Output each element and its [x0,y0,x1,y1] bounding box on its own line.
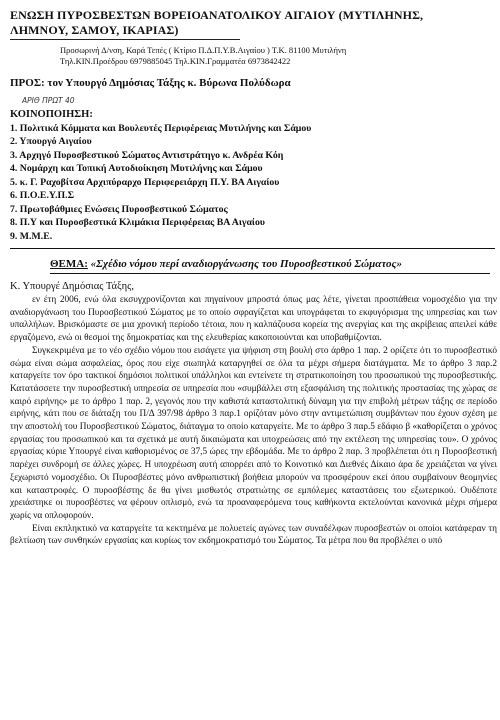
body-paragraph-1: εν έτη 2006, ενώ όλα εκσυγχρονίζονται και πηγαίνουν μπροστά όπως μας λέτε, γίνεται προσπάθεια νομοσχέδιο για την αναδιοργάνωση του Πυροσβεστικού Σώματος με το οποίο σφραγίζεται και υπογράφεται το εκφυγόρισμα της υπηρεσίας και των υπαλλήλων. Βρισκόμαστε σε μια χρονική περίοδο τέτοια, που η καλπάζουσα κορεία της ανεργίας και της ακρίβειας απειλεί κάθε εργαζόμενο, ενώ οι θεσμοί της δημοκρατίας και της ελευθερίας κακοποιούνται και υποβαθμίζονται. [10,295,497,344]
letter-body [10,280,497,548]
subject-text: «Σχέδιο νόμου περί αναδιοργάνωσης του Πυροσβεστικού Σώματος» [90,258,402,270]
cc-heading: ΚΟΙΝΟΠΟΙΗΣΗ: [10,109,93,120]
body-paragraph-3: Είναι εκπληκτικό να καταργείτε τα κεκτημένα με πολυετείς αγώνες των συναδέλφων πυροσβεστών οι οποίοι κατάφεραν τη βελτίωση των συνθηκών εργασίας και κυρίως τον εκδημοκρατισμό του Σώματος. Τα μέτρα που θα προβλέπει ο υπό [10,523,497,547]
cc-item: 9. Μ.Μ.Ε. [10,230,53,242]
cc-item: 4. Νομάρχη και Τοπική Αυτοδιοίκηση Μυτιλήνης και Σάμου [10,163,263,174]
cc-list [10,108,495,243]
cc-item: 3. Αρχηγό Πυροσβεστικού Σώματος Αντιστράτηγο κ. Ανδρέα Κόη [10,149,284,161]
address-line: Προσωρινή Δ/νση, Καρά Τεπές ( Κτίριο Π.Δ.Π.Υ.Β.Αιγαίου ) Τ.Κ. 81100 Μυτιλήνη [60,45,347,55]
section-divider [10,248,495,249]
title-underline [10,39,240,40]
subject-line [50,258,402,270]
cc-item: 2. Υπουργό Αιγαίου [10,136,92,147]
organization-title-line-1: ΕΝΩΣΗ ΠΥΡΟΣΒΕΣΤΩΝ ΒΟΡΕΙΟΑΝΑΤΟΛΙΚΟΥ ΑΙΓΑΙΟΥ (ΜΥΤΙΛΗΝΗΣ, [10,8,424,22]
body-paragraph-2: Συγκεκριμένα με το νέο σχέδιο νόμου που εισάγετε για ψήφιση στη βουλή στο άρθρο 1 παρ. 2 ορίζετε ότι το πυροσβεστικό σώμα είναι σώμα ασφαλείας, όρος που είχε σιωπηλά καταργηθεί σε όλα τα μέχρι σήμερα διατάγματα. Με το άρθρο 3 παρ.2 καταργείτε τον όρο τακτικοί δημόσιοι πολιτικοί υπάλληλοι και εντείνετε τη στρατικοποίηση του προσωπικού της πυροσβεστικής. Κατατάσσετε την πυροσβεστική υπηρεσία σε υπηρεσία που «συμβάλλει στη εξασφάλιση της πολιτικής προστασίας της χώρας σε καιρό ειρήνης» με το άρθρο 1 παρ. 2, γεγονός που την καθιστά καταστολιτική δύναμη για την επιβολή μέτρων τάξης σε περίοδο ειρήνης, κάτι που σε διάταξη του Π/Δ 397/98 άρθρο 3 παρ.1 ορίζόταν μόνο στην αντιμετώπιση συμβάντων που έχουν σχέση με την αποστολή του Πυροσβεστικού Σώματος, διάταγμα το οποίο καταργείτε. Με το άρθρο 3 παρ.5 εδάφιο β «καθορίζεται ο χρόνος εργασίας του προσωπικού και τα σχετικά με αυτή δικαιώματα και υποχρεώσεις από την εκτέλεση της υπηρεσίας του». Ο χρόνος εργασίας κύριε Υπουργέ είναι καθορισμένος σε 37,5 ώρες την εβδομάδα. Με το άρθρο 2 παρ. 3 προβλέπεται ότι η Πυροσβεστική παρέχει συνδρομή σε άλλες χώρες. Η υποχρέωση αυτή απορρέει από το Κοινοτικό και Διεθνές Δίκαιο άρα δε χρειάζεται να γίνει ξεχωριστό νομοσχέδιο. Οι Πυροσβέστες μόνο ανθρωπιστική βοήθεια μπορούν να προσφέρουν εκεί όπου συμβαίνουν θεομηνίες και καταστροφές. Ο πυροσβέστης δε θα γίνει μισθωτός στρατιώτης σε εμπόλεμες καταστάσεις του εξωτερικού. Ουδέποτε χρειάστηκε οι πυροσβέστες να φέρουν οπλισμό, ενώ τα προαναφερόμενα τους καθήκοντα εκτελούνται κανονικά μέχρι σήμερα χωρίς να οπλοφορούν. [10,345,497,521]
cc-item: 8. Π.Υ και Πυροσβεστικά Κλιμάκια Περιφέρειας ΒΑ Αιγαίου [10,217,265,228]
subject-label: ΘΕΜΑ: [50,258,88,270]
phone-line: Τηλ.ΚΙΝ.Προέδρου 6979885045 Τηλ.ΚΙΝ.Γραμματέα 6973842422 [60,56,291,66]
cc-item: 1. Πολιτικά Κόμματα και Βουλευτές Περιφέρειας Μυτιλήνης και Σάμου [10,122,312,134]
handwritten-reference-number: ΑΡΙΘ ΠΡΩΤ 40 [22,96,75,105]
cc-item: 5. κ. Γ. Ραχοβίτσα Αρχιπύραρχο Περιφερειάρχη Π.Υ. ΒΑ Αιγαίου [10,176,280,188]
organization-title [10,8,498,38]
recipient-line: ΠΡΟΣ: τον Υπουργό Δημόσιας Τάξης κ. Βύρωνα Πολύδωρα [10,77,291,89]
organization-title-line-2: ΛΗΜΝΟΥ, ΣΑΜΟΥ, ΙΚΑΡΙΑΣ) [10,23,179,37]
greeting: Κ. Υπουργέ Δημόσιας Τάξης, [10,281,134,292]
contact-block [60,45,490,67]
subject-underline [50,273,490,274]
cc-item: 6. Π.Ο.Ε.Υ.Π.Σ [10,190,75,201]
cc-item: 7. Πρωτοβάθμιες Ενώσεις Πυροσβεστικού Σώματος [10,203,228,215]
